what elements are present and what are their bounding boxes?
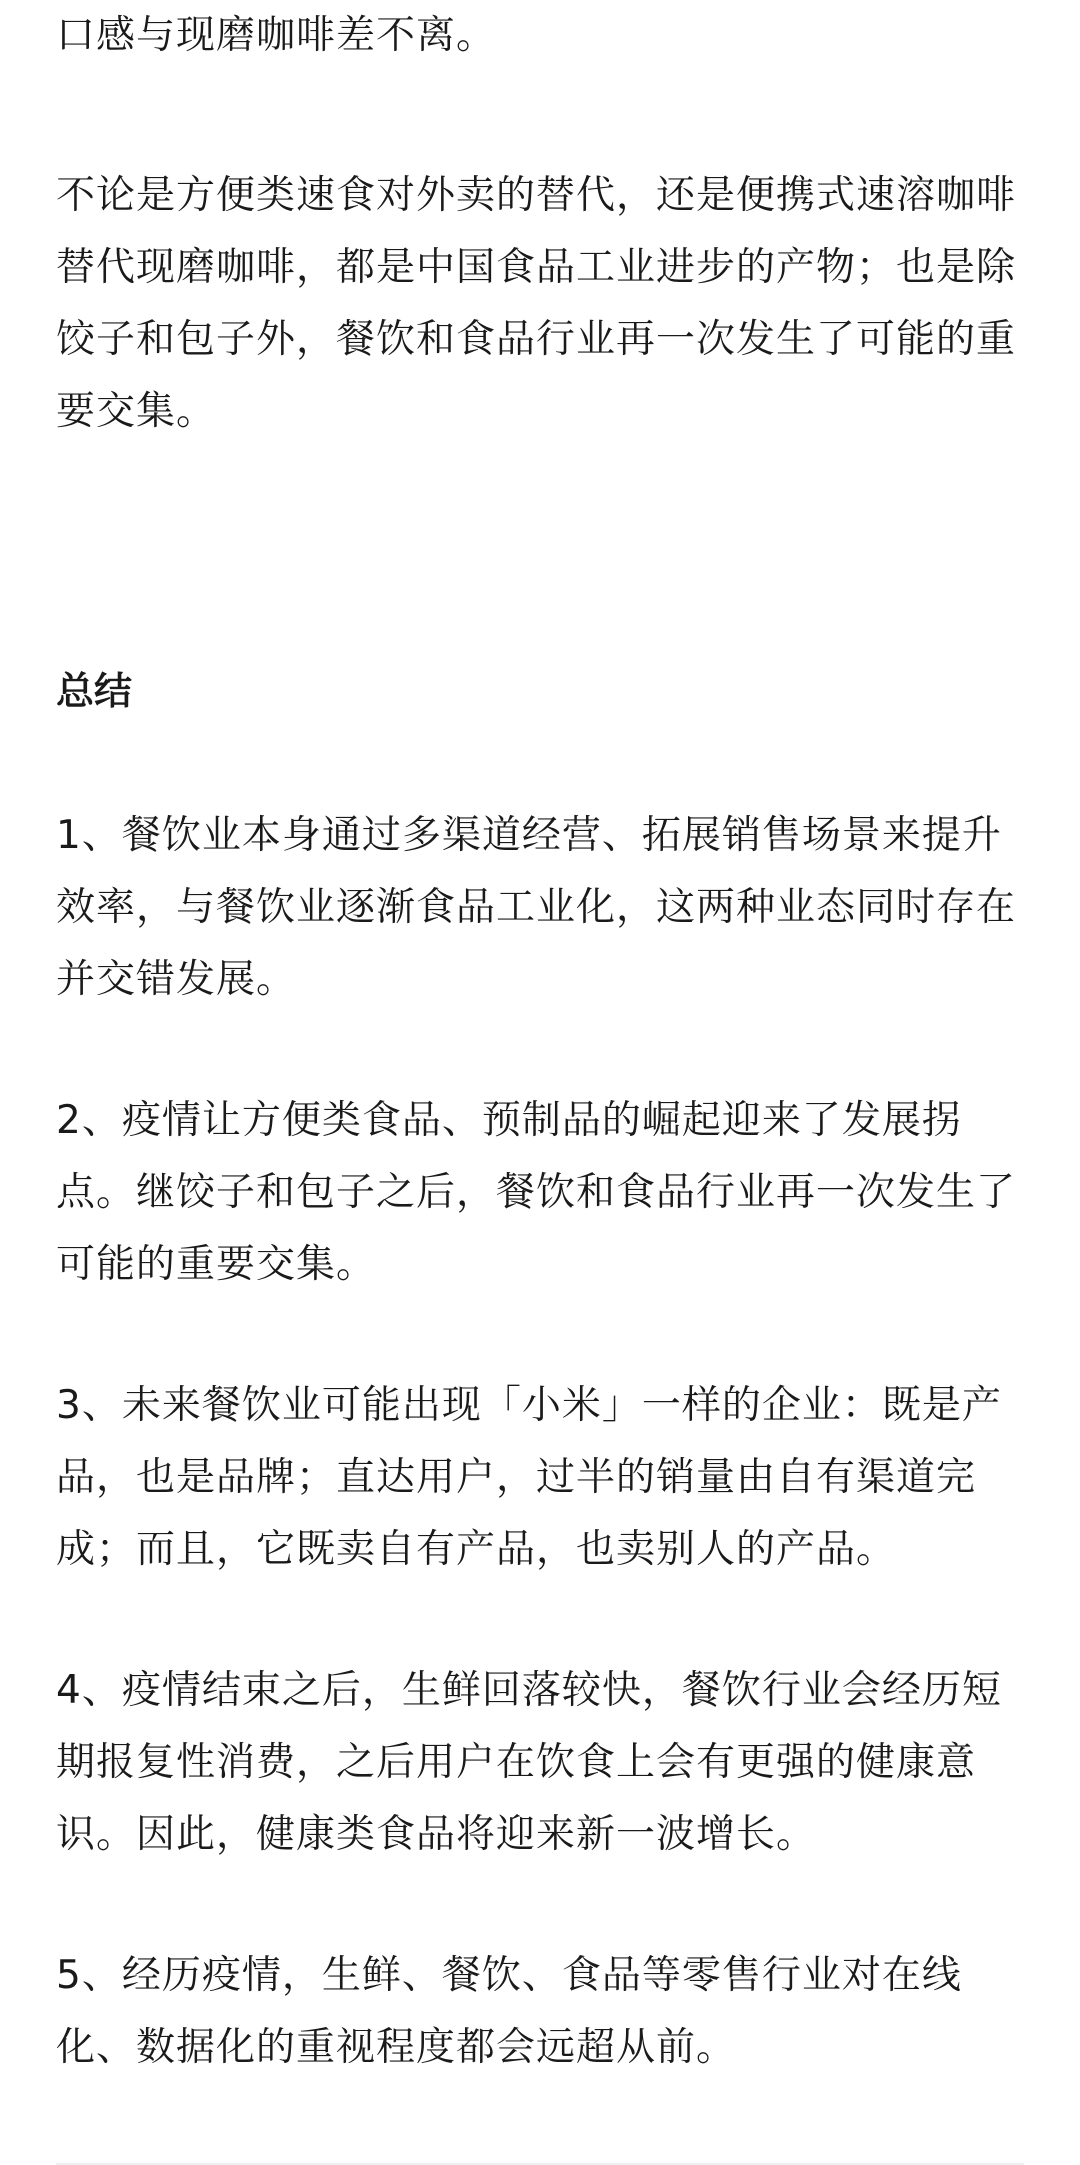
summary-point-1: 1、餐饮业本身通过多渠道经营、拓展销售场景来提升效率，与餐饮业逐渐食品工业化，这两种业态同时存在并交错发展。 xyxy=(56,813,1017,1002)
paragraph-intro-end: 口感与现磨咖啡差不离。 xyxy=(56,13,497,58)
summary-point-3: 3、未来餐饮业可能出现「小米」一样的企业：既是产品，也是品牌；直达用户，过半的销量由自有渠道完成；而且，它既卖自有产品，也卖别人的产品。 xyxy=(56,1383,1002,1572)
summary-point-2: 2、疫情让方便类食品、预制品的崛起迎来了发展拐点。继饺子和包子之后，餐饮和食品行业再一次发生了可能的重要交集。 xyxy=(56,1098,1017,1287)
paragraph-substitute: 不论是方便类速食对外卖的替代，还是便携式速溶咖啡替代现磨咖啡，都是中国食品工业进步的产物；也是除饺子和包子外，餐饮和食品行业再一次发生了可能的重要交集。 xyxy=(56,173,1017,434)
summary-heading: 总结 xyxy=(56,669,133,713)
summary-point-4: 4、疫情结束之后，生鲜回落较快，餐饮行业会经历短期报复性消费，之后用户在饮食上会有更强的健康意识。因此，健康类食品将迎来新一波增长。 xyxy=(56,1668,1002,1857)
summary-point-5: 5、经历疫情，生鲜、餐饮、食品等零售行业对在线化、数据化的重视程度都会远超从前。 xyxy=(56,1953,962,2070)
